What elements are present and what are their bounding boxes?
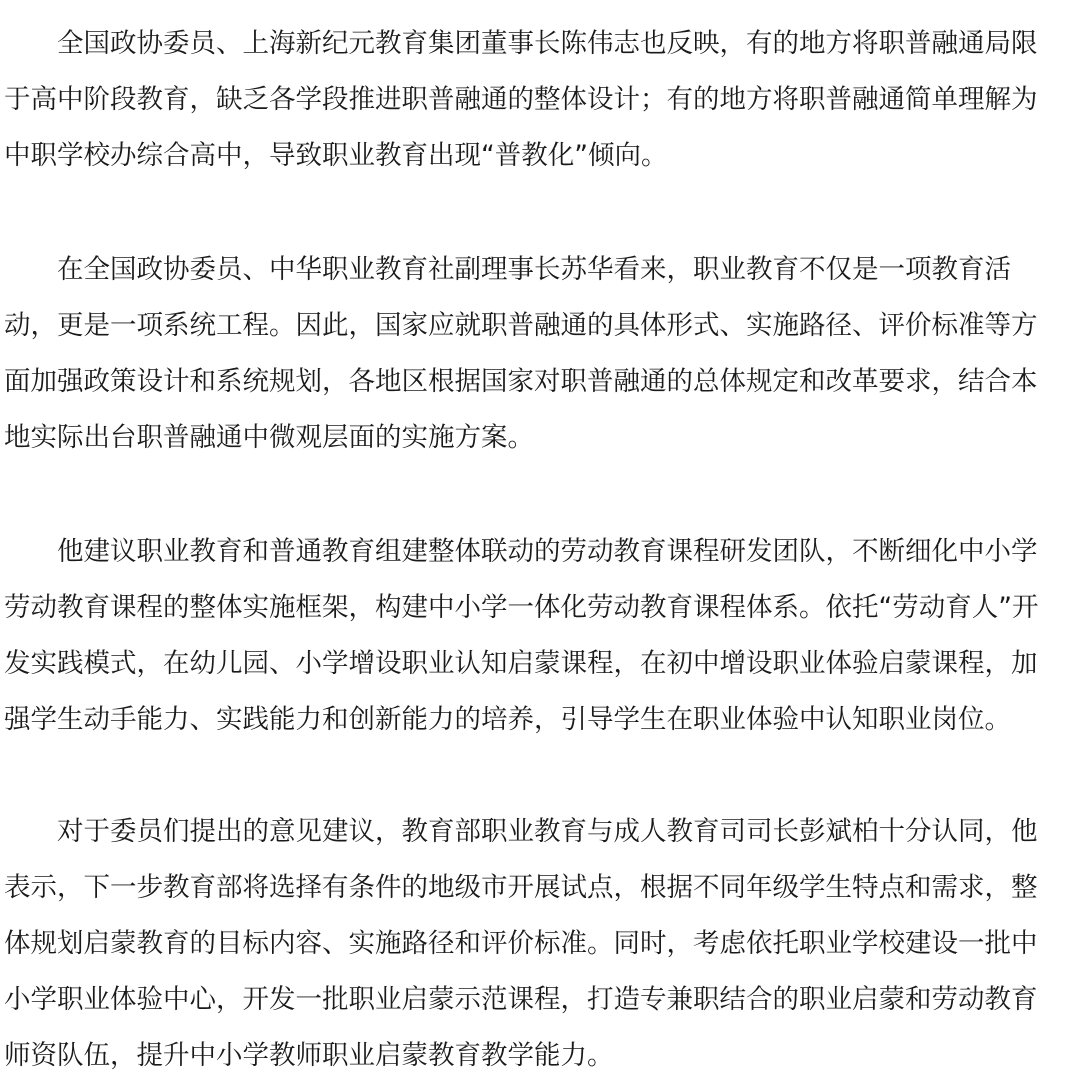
paragraph-3: 他建议职业教育和普通教育组建整体联动的劳动教育课程研发团队，不断细化中小学 劳动教育课程的整体实施框架，构建中小学一体化劳动教育课程体系。依托“劳动育人”开 发实践模式，在幼儿园、小学增设职业认知启蒙课程，在初中增设职业体验启蒙课程，加 强学生动手能力、实践能力和创新能力的培养，引导学生在职业体验中认知职业岗位。 <box>4 536 1039 735</box>
paragraph-1: 全国政协委员、上海新纪元教育集团董事长陈伟志也反映，有的地方将职普融通局限 于高中阶段教育，缺乏各学段推进职普融通的整体设计；有的地方将职普融通简单理解为 中职学校办综合高中，导致职业教育出现“普教化”倾向。 <box>4 28 1038 171</box>
paragraph-2: 在全国政协委员、中华职业教育社副理事长苏华看来，职业教育不仅是一项教育活 动，更是一项系统工程。因此，国家应就职普融通的具体形式、实施路径、评价标准等方 面加强政策设计和系统规划，各地区根据国家对职普融通的总体规定和改革要求，结合本 地实际出台职普融通中微观层面的实施方案。 <box>4 254 1038 453</box>
paragraph-spacer <box>4 184 1091 242</box>
paragraph-spacer <box>4 466 1091 524</box>
paragraph-spacer <box>4 748 1091 804</box>
paragraph-4: 对于委员们提出的意见建议，教育部职业教育与成人教育司司长彭斌柏十分认同，他 表示，下一步教育部将选择有条件的地级市开展试点，根据不同年级学生特点和需求，整 体规划启蒙教育的目标内容、实施路径和评价标准。同时，考虑依托职业学校建设一批中 小学职业体验中心，开发一批职业启蒙示范课程，打造专兼职结合的职业启蒙和劳动教育 师资队伍，提升中小学教师职业启蒙教育教学能力。 <box>4 816 1038 1071</box>
